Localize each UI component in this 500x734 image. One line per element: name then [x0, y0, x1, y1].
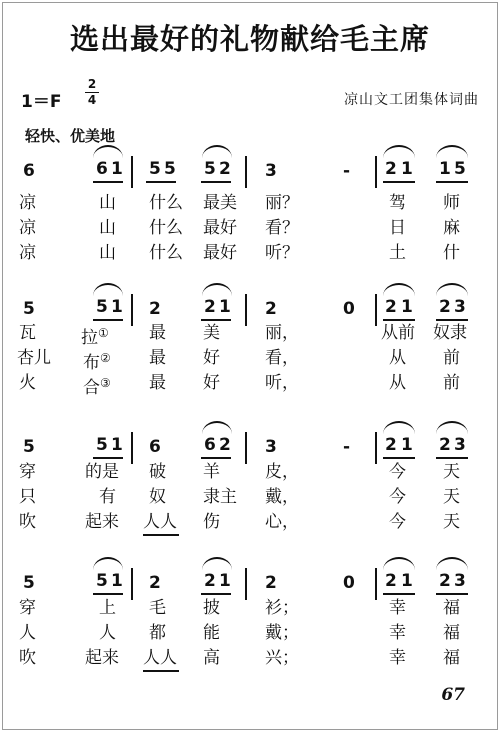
- lyric: 的是: [85, 462, 119, 482]
- note: 6: [96, 159, 108, 179]
- beam: [436, 319, 468, 321]
- note: 1: [219, 297, 231, 317]
- note: 2: [219, 159, 231, 179]
- beam: [93, 181, 123, 183]
- note: 1: [111, 435, 123, 455]
- lyric: 听？: [265, 243, 299, 263]
- sustain-dash: -: [343, 437, 351, 457]
- note: 5: [204, 159, 216, 179]
- bar-line: [375, 156, 377, 188]
- page-number: 67: [441, 685, 465, 705]
- lyric: 合③: [83, 376, 111, 398]
- lyric: 幸: [389, 598, 406, 618]
- system-4: [3, 565, 497, 705]
- beam: [383, 319, 415, 321]
- footnote-marker: ①: [98, 326, 109, 340]
- beam: [201, 181, 231, 183]
- note: 5: [23, 437, 35, 457]
- system-3: [3, 429, 497, 569]
- lyric: 人: [99, 623, 116, 643]
- note: 1: [439, 159, 451, 179]
- note: 3: [454, 571, 466, 591]
- sustain-dash: -: [343, 161, 351, 181]
- note: 1: [111, 297, 123, 317]
- bar-line: [375, 568, 377, 600]
- lyric: 上: [99, 598, 116, 618]
- note: 2: [219, 435, 231, 455]
- lyric: 山: [99, 218, 116, 238]
- lyric: 都: [149, 623, 166, 643]
- bar-line: [245, 294, 247, 326]
- lyric: 穿: [19, 462, 36, 482]
- lyric: 山: [99, 193, 116, 213]
- lyric: 瓦: [19, 323, 36, 343]
- lyric: 毛: [149, 598, 166, 618]
- lyric: 兴；: [265, 648, 299, 668]
- lyric: 布②: [83, 351, 111, 373]
- lyric: 羊: [203, 462, 220, 482]
- lyric: 好: [203, 348, 220, 368]
- bar-line: [131, 432, 133, 464]
- note: 5: [149, 159, 161, 179]
- meter-top: 2: [87, 77, 97, 91]
- system-1: [3, 153, 497, 293]
- note: 2: [439, 435, 451, 455]
- tempo-marking: 轻快、优美地: [25, 127, 116, 145]
- note: 6: [204, 435, 216, 455]
- rest: 0: [343, 573, 355, 593]
- note: 2: [385, 571, 397, 591]
- lyric: 美: [203, 323, 220, 343]
- key-signature: 1＝F: [21, 92, 62, 112]
- note: 5: [96, 297, 108, 317]
- note: 1: [401, 297, 413, 317]
- lyric: 从前: [381, 323, 415, 343]
- note: 2: [385, 159, 397, 179]
- footnote-marker: ②: [100, 351, 111, 365]
- lyric: 从: [389, 348, 406, 368]
- lyric: 前: [443, 373, 460, 393]
- slur: [383, 145, 415, 158]
- slur: [93, 145, 123, 158]
- lyric: 最好: [203, 243, 237, 263]
- note: 3: [454, 435, 466, 455]
- lyric: 戴，: [265, 487, 299, 507]
- note: 2: [385, 435, 397, 455]
- lyric: 吹: [19, 512, 36, 532]
- slur: [436, 145, 468, 158]
- note: 2: [149, 573, 161, 593]
- slur: [202, 145, 232, 158]
- note: 1: [111, 571, 123, 591]
- lyric: 最: [149, 323, 166, 343]
- beam: [436, 457, 468, 459]
- lyric: 幸: [389, 623, 406, 643]
- lyric: 天: [443, 462, 460, 482]
- lyric: 凉: [19, 193, 36, 213]
- note: 2: [439, 297, 451, 317]
- bar-line: [245, 156, 247, 188]
- lyric: 衫；: [265, 598, 299, 618]
- lyric: 今: [389, 512, 406, 532]
- beam: [146, 181, 176, 183]
- beam: [201, 457, 231, 459]
- note: 5: [454, 159, 466, 179]
- lyric: 从: [389, 373, 406, 393]
- time-signature: [85, 78, 99, 107]
- lyric: 好: [203, 373, 220, 393]
- beam: [436, 593, 468, 595]
- credit-line: 凉山文工团集体词曲: [344, 92, 479, 108]
- beam: [383, 457, 415, 459]
- beam: [201, 319, 231, 321]
- lyric: 看？: [265, 218, 299, 238]
- beam: [436, 181, 468, 183]
- lyric: 麻: [443, 218, 460, 238]
- lyric: 土: [389, 243, 406, 263]
- bar-line: [131, 568, 133, 600]
- note: 3: [454, 297, 466, 317]
- beam: [383, 593, 415, 595]
- score-page: [2, 2, 498, 730]
- lyric: 杏儿: [17, 348, 51, 368]
- lyric: 师: [443, 193, 460, 213]
- note: 5: [23, 299, 35, 319]
- footnote-marker: ③: [100, 376, 111, 390]
- note: 2: [439, 571, 451, 591]
- note: 6: [149, 437, 161, 457]
- lyric: 有: [99, 487, 116, 507]
- lyric: 破: [149, 462, 166, 482]
- lyric: 日: [389, 218, 406, 238]
- lyric: 奴: [149, 487, 166, 507]
- lyric: 隶主: [203, 487, 237, 507]
- bar-line: [131, 156, 133, 188]
- note: 5: [164, 159, 176, 179]
- lyric: 看，: [265, 348, 299, 368]
- lyric: 披: [203, 598, 220, 618]
- note: 1: [219, 571, 231, 591]
- note: 2: [204, 571, 216, 591]
- note: 1: [401, 435, 413, 455]
- beam: [383, 181, 415, 183]
- lyric: 火: [19, 373, 36, 393]
- melisma-underline: [143, 534, 179, 536]
- note: 2: [204, 297, 216, 317]
- note: 5: [96, 571, 108, 591]
- note: 2: [385, 297, 397, 317]
- note: 2: [265, 299, 277, 319]
- bar-line: [375, 294, 377, 326]
- lyric: 奴隶: [433, 323, 467, 343]
- beam: [93, 457, 123, 459]
- song-title: 选出最好的礼物献给毛主席: [69, 22, 430, 56]
- beam: [201, 593, 231, 595]
- note: 5: [23, 573, 35, 593]
- lyric: 丽，: [265, 323, 299, 343]
- lyric: 天: [443, 487, 460, 507]
- beam: [93, 593, 123, 595]
- lyric: 福: [443, 648, 460, 668]
- lyric: 高: [203, 648, 220, 668]
- lyric: 什么: [149, 193, 183, 213]
- melisma-underline: [143, 670, 179, 672]
- lyric: 伤: [203, 512, 220, 532]
- lyric: 戴；: [265, 623, 299, 643]
- note: 1: [401, 159, 413, 179]
- lyric: 什么: [149, 218, 183, 238]
- note: 2: [265, 573, 277, 593]
- lyric: 天: [443, 512, 460, 532]
- lyric: 今: [389, 487, 406, 507]
- lyric: 福: [443, 623, 460, 643]
- lyric: 穿: [19, 598, 36, 618]
- lyric: 最: [149, 348, 166, 368]
- lyric: 人人: [143, 512, 177, 532]
- bar-line: [131, 294, 133, 326]
- bar-line: [245, 568, 247, 600]
- lyric: 心，: [265, 512, 299, 532]
- system-2: [3, 291, 497, 431]
- meter-bottom: 4: [87, 93, 97, 107]
- lyric: 拉①: [81, 326, 109, 348]
- lyric: 起来: [85, 648, 119, 668]
- note: 3: [265, 161, 277, 181]
- lyric: 凉: [19, 243, 36, 263]
- lyric: 听，: [265, 373, 299, 393]
- note: 6: [23, 161, 35, 181]
- lyric: 只: [19, 487, 36, 507]
- lyric: 驾: [389, 193, 406, 213]
- lyric: 什么: [149, 243, 183, 263]
- lyric: 前: [443, 348, 460, 368]
- note: 2: [149, 299, 161, 319]
- beam: [93, 319, 123, 321]
- lyric: 福: [443, 598, 460, 618]
- lyric: 凉: [19, 218, 36, 238]
- bar-line: [245, 432, 247, 464]
- note: 3: [265, 437, 277, 457]
- lyric: 最好: [203, 218, 237, 238]
- note: 5: [96, 435, 108, 455]
- bar-line: [375, 432, 377, 464]
- lyric: 丽？: [265, 193, 299, 213]
- note: 1: [111, 159, 123, 179]
- lyric: 人: [19, 623, 36, 643]
- lyric: 人人: [143, 648, 177, 668]
- lyric: 最美: [203, 193, 237, 213]
- lyric: 什: [443, 243, 460, 263]
- lyric: 皮，: [265, 462, 299, 482]
- lyric: 最: [149, 373, 166, 393]
- lyric: 山: [99, 243, 116, 263]
- lyric: 能: [203, 623, 220, 643]
- lyric: 幸: [389, 648, 406, 668]
- lyric: 吹: [19, 648, 36, 668]
- lyric: 今: [389, 462, 406, 482]
- note: 1: [401, 571, 413, 591]
- rest: 0: [343, 299, 355, 319]
- lyric: 起来: [85, 512, 119, 532]
